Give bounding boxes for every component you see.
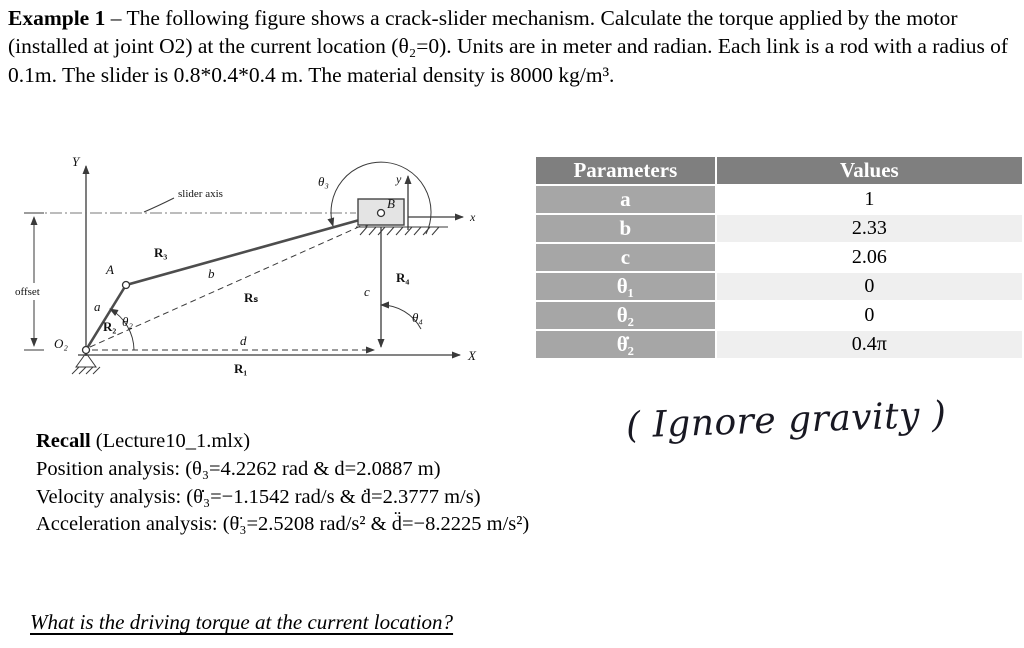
param-cell-theta1: θ₁ <box>535 272 716 301</box>
recall-heading <box>36 428 529 455</box>
theta4-label: θ₄ <box>412 310 423 325</box>
c-label: c <box>364 284 370 299</box>
table-row-a <box>535 185 1023 214</box>
table-row-theta2 <box>535 301 1023 330</box>
table-row-theta1 <box>535 272 1023 301</box>
value-cell-b: 2.33 <box>716 214 1023 243</box>
value-cell-theta2dot: 0.4π <box>716 330 1023 359</box>
r3-label: R₃ <box>154 245 168 260</box>
param-cell-c: c <box>535 243 716 272</box>
slider-guide-hatching <box>360 227 439 235</box>
param-cell-theta2dot: θ̇₂ <box>535 330 716 359</box>
b-length-label: b <box>208 266 215 281</box>
recall-position-line: Position analysis: (θ₃=4.2262 rad & d=2.0887 m) <box>36 458 441 481</box>
slider-axis-label: slider axis <box>178 188 223 200</box>
recall-heading-bold: Recall <box>36 430 91 452</box>
param-cell-a: a <box>535 185 716 214</box>
problem-title: Example 1 <box>8 6 106 30</box>
rs-label: Rₛ <box>244 290 259 305</box>
global-x-label: X <box>468 348 476 363</box>
table-header-values: Values <box>716 156 1023 185</box>
value-cell-c: 2.06 <box>716 243 1023 272</box>
offset-label: offset <box>15 286 40 298</box>
joint-b <box>378 210 385 217</box>
local-y-label: y <box>396 172 402 186</box>
table-header-parameters: Parameters <box>535 156 716 185</box>
theta2-label: θ₂ <box>122 314 133 329</box>
o2-joint-label: O₂ <box>54 336 68 351</box>
joint-a <box>123 282 130 289</box>
r4-label: R₄ <box>396 270 410 285</box>
link-2-rod <box>86 285 126 350</box>
table-header-row <box>535 156 1023 185</box>
ground-hatching-o2 <box>72 367 100 374</box>
problem-statement <box>8 4 1016 89</box>
parameters-table <box>534 155 1024 360</box>
global-y-label: Y <box>72 154 80 169</box>
table-row-b <box>535 214 1023 243</box>
r1-label: R₁ <box>234 361 248 376</box>
driving-torque-question: What is the driving torque at the current location? <box>30 610 454 634</box>
a-joint-label: A <box>106 262 114 277</box>
recall-velocity-line: Velocity analysis: (θ̇₃=−1.1542 rad/s & ḋ=2.3777 m/s) <box>36 485 481 508</box>
slider-axis-leader <box>144 198 174 212</box>
value-cell-theta1: 0 <box>716 272 1023 301</box>
r2-label: R₂ <box>103 319 117 334</box>
a-length-label: a <box>94 299 101 314</box>
b-joint-label: B <box>387 196 395 211</box>
local-x-label: x <box>470 210 476 224</box>
recall-section <box>36 428 529 538</box>
recall-heading-suffix: (Lecture10_1.mlx) <box>90 430 251 452</box>
handwritten-note: ( Ignore gravity ) <box>625 394 948 447</box>
recall-acceleration-line: Acceleration analysis: (θ̈₃=2.5208 rad/s² & d̈=−8.2225 m/s²) <box>36 512 530 535</box>
param-cell-theta2: θ₂ <box>535 301 716 330</box>
problem-text: – The following figure shows a crack-slider mechanism. Calculate the torque applied by the motor (installed at joint O2) at the current location (θ₂=0). Units are in meter and radian. Each link is a rod with a radius of 0.1m. The slider is 0.8*0.4*0.4 m. The material density is 8000 kg/m³. <box>8 6 1009 87</box>
value-cell-theta2: 0 <box>716 301 1023 330</box>
table-row-theta2dot <box>535 330 1023 359</box>
d-label: d <box>240 333 247 348</box>
theta3-label: θ₃ <box>318 174 329 189</box>
table-row-c <box>535 243 1023 272</box>
joint-o2 <box>83 347 90 354</box>
value-cell-a: 1 <box>716 185 1023 214</box>
mechanism-diagram <box>8 150 508 402</box>
param-cell-b: b <box>535 214 716 243</box>
